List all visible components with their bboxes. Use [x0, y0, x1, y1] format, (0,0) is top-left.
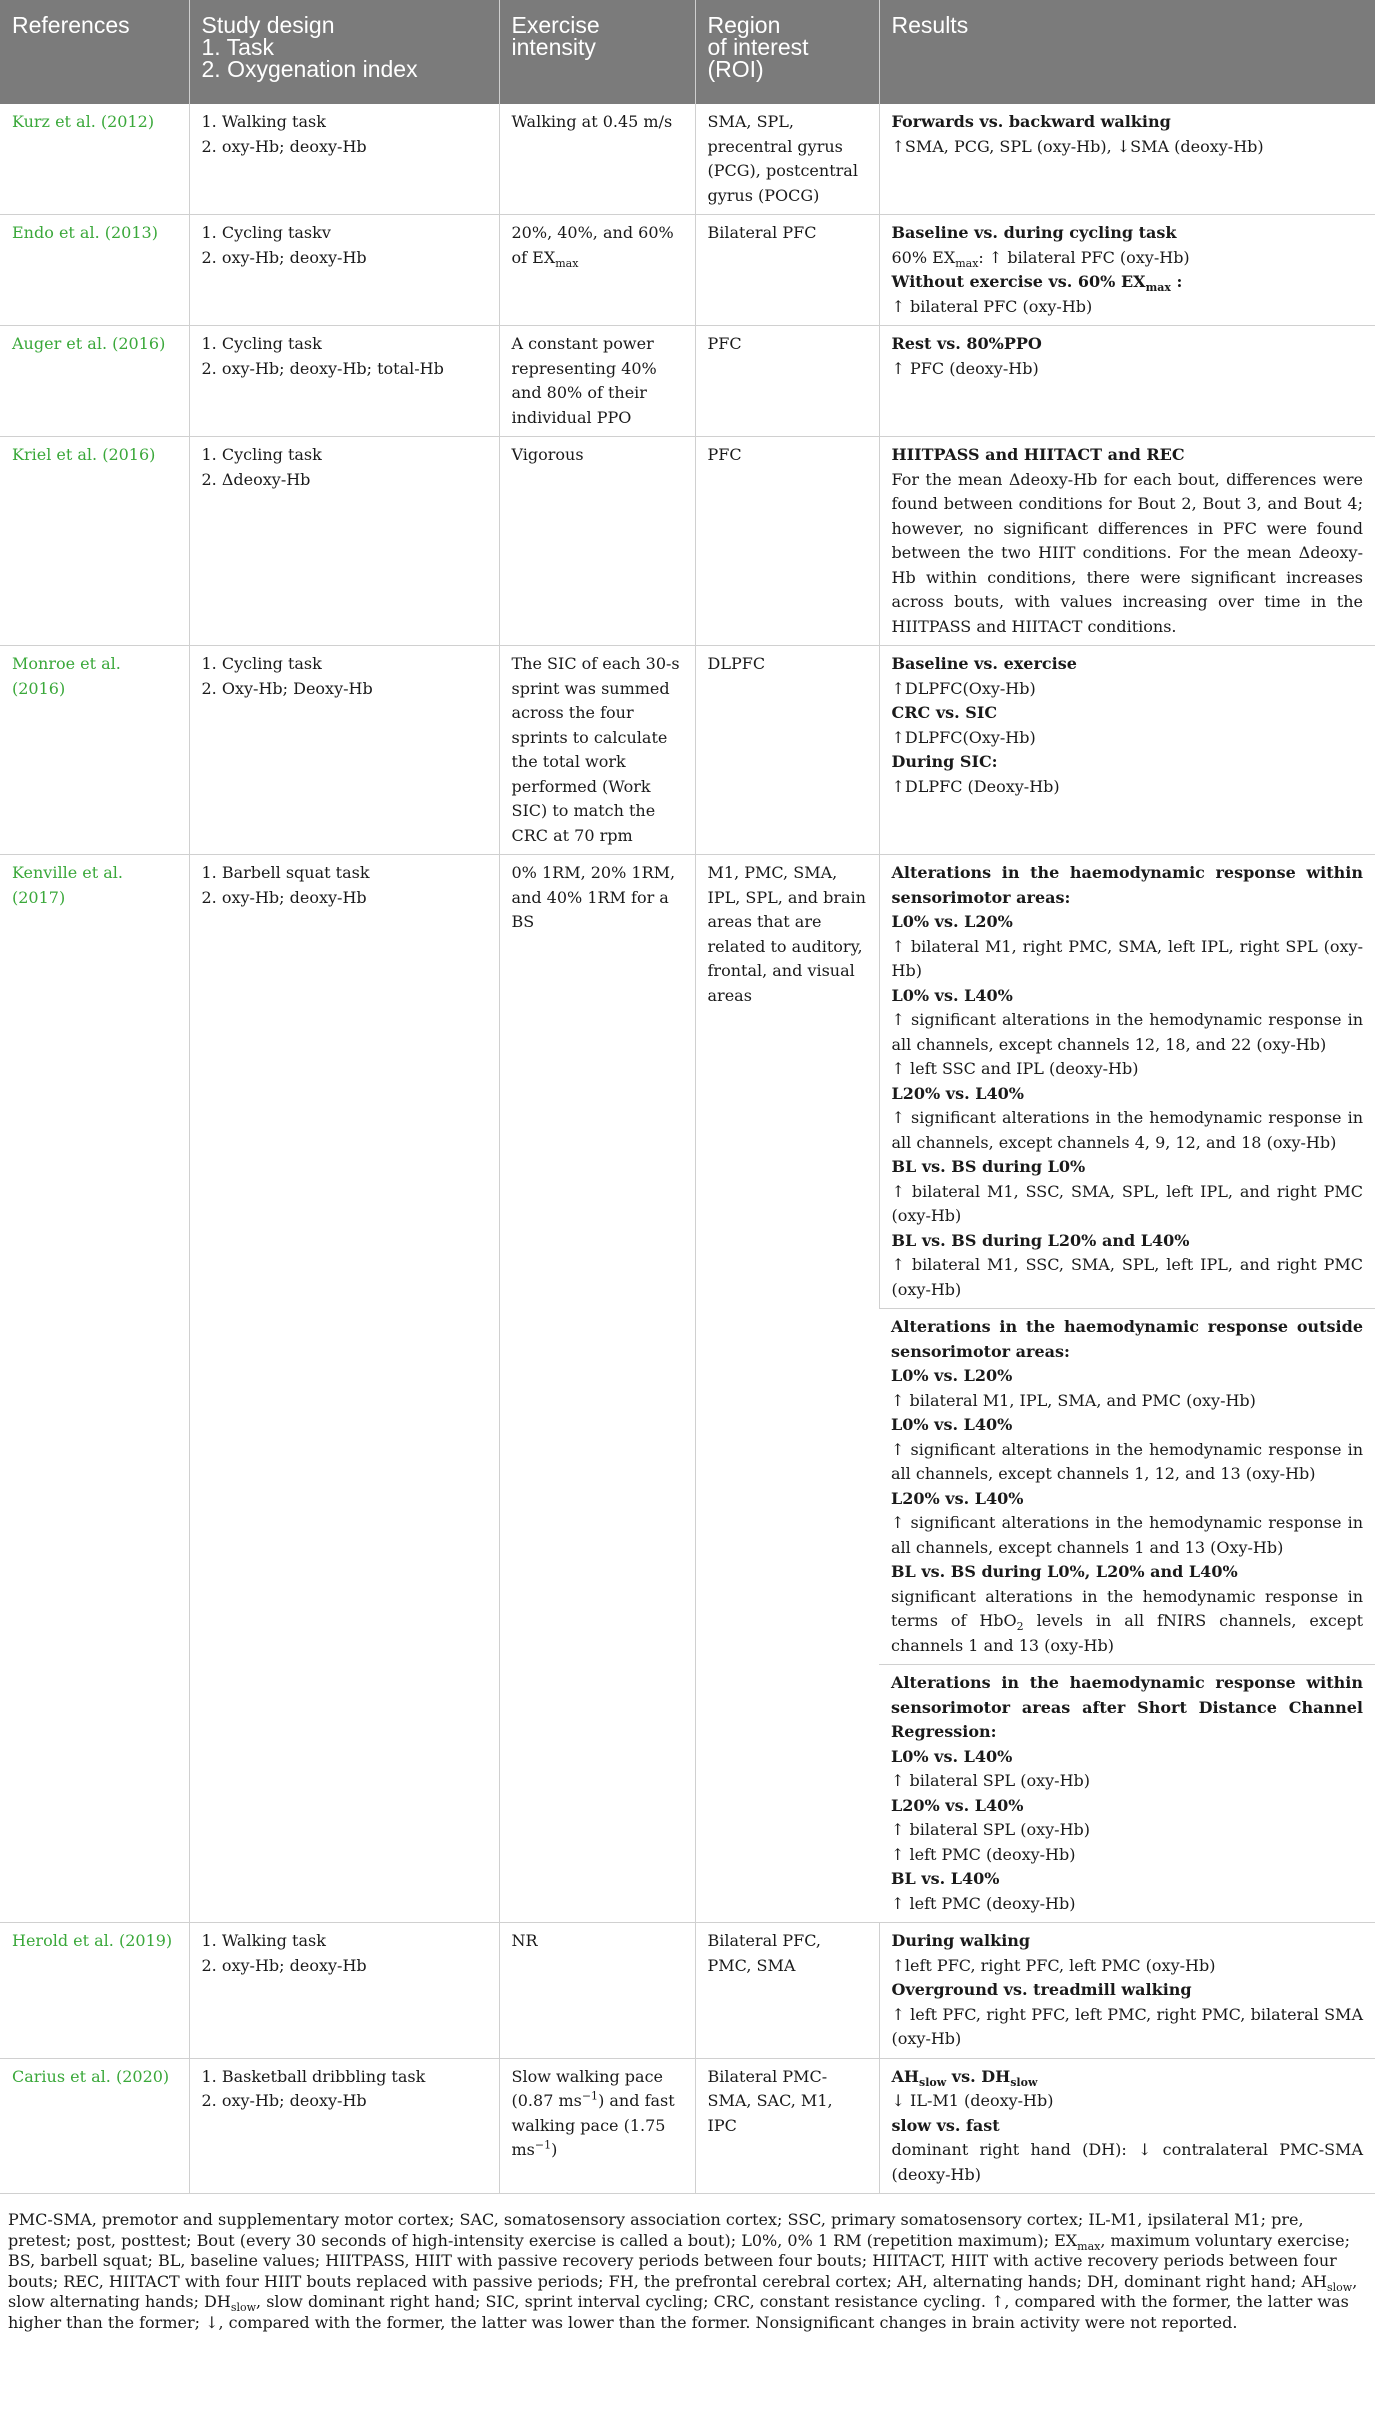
result-heading: L0% vs. L40% — [891, 1415, 1013, 1434]
roi-cell: PFC — [695, 326, 879, 437]
exercise-intensity-cell: 20%, 40%, and 60% of $EX_{max}$ — [499, 215, 695, 326]
roi-cell: Bilateral PFC — [695, 215, 879, 326]
study-design-line: 1. Barbell squat task — [201, 863, 370, 882]
result-text: ↑ bilateral SPL (oxy-Hb) — [891, 1771, 1091, 1790]
exercise-intensity-cell: 0% 1RM, 20% 1RM, and 40% 1RM for a BS — [499, 855, 695, 1923]
result-text: ↑left PFC, right PFC, left PMC (oxy-Hb) — [891, 1955, 1216, 1975]
result-heading: L20% vs. L40% — [891, 1795, 1024, 1815]
results-cell — [879, 437, 1375, 646]
study-design-line: 1. Cycling task — [201, 654, 322, 673]
results-cell — [879, 104, 1375, 215]
header-region-of-interest: Region of interest (ROI) — [695, 0, 879, 104]
header-exercise-intensity: Exercise intensity — [499, 0, 695, 104]
result-heading: L0% vs. L40% — [891, 985, 1013, 1005]
results-cell — [879, 326, 1375, 437]
result-text: ↑ left PFC, right PFC, left PMC, right PMC, bilateral SMA (oxy-Hb) — [891, 2004, 1363, 2048]
result-text: ↑ bilateral SPL (oxy-Hb) — [891, 1820, 1091, 1839]
table-row — [0, 2058, 1375, 2194]
roi-cell: Bilateral PMC-SMA, SAC, M1, IPC — [695, 2058, 879, 2194]
result-text: ↑ left SSC and IPL (deoxy-Hb) — [891, 1059, 1139, 1078]
result-text: ↑ significant alterations in the hemodynamic response in all channels, except channels 1, 12, and 13 (oxy-Hb) — [891, 1439, 1363, 1483]
results-cell — [879, 1665, 1375, 1923]
reference-link[interactable]: Kenville et al. (2017) — [0, 855, 189, 1923]
roi-cell: M1, PMC, SMA, IPL, SPL, and brain areas that are related to auditory, frontal, and visual areas — [695, 855, 879, 1923]
result-text: ↑ bilateral M1, SSC, SMA, SPL, left IPL, and right PMC (oxy-Hb) — [891, 1255, 1363, 1299]
table-row — [0, 1923, 1375, 2059]
study-design-line: 2. oxy-Hb; deoxy-Hb; total-Hb — [201, 358, 444, 378]
result-heading: During SIC: — [891, 752, 998, 771]
study-design-line: 1. Walking task — [201, 1931, 326, 1950]
roi-cell: DLPFC — [695, 646, 879, 855]
result-heading: Alterations in the haemodynamic response within sensorimotor areas after Short Distance Channel Regression: — [891, 1673, 1363, 1741]
result-text: ↑ bilateral M1, SSC, SMA, SPL, left IPL, and right PMC (oxy-Hb) — [891, 1181, 1363, 1225]
result-text: ↓ IL-M1 (deoxy-Hb) — [891, 2091, 1054, 2110]
study-design-cell — [189, 215, 499, 326]
exercise-intensity-cell: Walking at 0.45 m/s — [499, 104, 695, 215]
reference-link[interactable]: Auger et al. (2016) — [0, 326, 189, 437]
result-heading: L20% vs. L40% — [891, 1083, 1024, 1103]
result-text: ↑ significant alterations in the hemodynamic response in all channels, except channels 1 and 13 (Oxy-Hb) — [891, 1513, 1363, 1557]
result-heading: BL vs. BS during L20% and L40% — [891, 1230, 1190, 1250]
study-design-line: 2. oxy-Hb; deoxy-Hb — [201, 247, 367, 267]
exercise-intensity-cell: NR — [499, 1923, 695, 2059]
study-design-line: 1. Cycling taskv — [201, 223, 331, 242]
table-row — [0, 646, 1375, 855]
result-heading: L20% vs. L40% — [891, 1488, 1024, 1508]
result-text: ↑DLPFC(Oxy-Hb) — [891, 727, 1036, 747]
result-heading: L0% vs. L20% — [891, 1366, 1013, 1385]
result-heading: HIITPASS and HIITACT and REC — [891, 445, 1185, 464]
reference-link[interactable]: Carius et al. (2020) — [0, 2058, 189, 2194]
reference-link[interactable]: Endo et al. (2013) — [0, 215, 189, 326]
result-heading: Without exercise vs. 60% $EX_{max}$ : — [891, 272, 1183, 295]
study-design-line: 1. Basketball dribbling task — [201, 2066, 426, 2086]
reference-link[interactable]: Monroe et al. (2016) — [0, 646, 189, 855]
result-heading: Forwards vs. backward walking — [891, 112, 1171, 131]
study-design-line: 2. Oxy-Hb; Deoxy-Hb — [201, 678, 373, 698]
result-text: ↑ significant alterations in the hemodynamic response in all channels, except channels 12, 18, and 22 (oxy-Hb) — [891, 1010, 1363, 1054]
result-text: dominant right hand (DH): ↓ contralateral PMC-SMA (deoxy-Hb) — [891, 2140, 1363, 2184]
result-text: ↑ PFC (deoxy-Hb) — [891, 358, 1039, 378]
results-cell — [879, 2058, 1375, 2194]
header-row — [0, 0, 1375, 104]
exercise-intensity-cell: A constant power representing 40% and 80% of their individual PPO — [499, 326, 695, 437]
result-heading: L0% vs. L20% — [891, 912, 1013, 931]
study-design-cell — [189, 855, 499, 1923]
exercise-intensity-cell: The SIC of each 30-s sprint was summed across the four sprints to calculate the total work performed (Work SIC) to match the CRC at 70 rpm — [499, 646, 695, 855]
study-design-line: 1. Walking task — [201, 112, 326, 131]
table-row — [0, 855, 1375, 1309]
reference-link[interactable]: Kurz et al. (2012) — [0, 104, 189, 215]
result-heading: Baseline vs. during cycling task — [891, 223, 1177, 242]
result-heading: $AH_{slow}$ vs. $DH_{slow}$ — [891, 2066, 1038, 2089]
results-cell — [879, 855, 1375, 1309]
study-design-cell — [189, 2058, 499, 2194]
result-heading: Alterations in the haemodynamic response outside sensorimotor areas: — [891, 1317, 1363, 1361]
study-design-cell — [189, 437, 499, 646]
study-design-line: 2. Δdeoxy-Hb — [201, 469, 311, 489]
results-cell — [879, 215, 1375, 326]
result-text: For the mean Δdeoxy-Hb for each bout, differences were found between conditions for Bout 2, Bout 3, and Bout 4; however, no significant differences in PFC were found between the two HIIT conditions. For the mean Δdeoxy-Hb within conditions, there were significant increases across bouts, with values increasing over time in the HIITPASS and HIITACT conditions. — [891, 469, 1363, 636]
study-design-line: 2. oxy-Hb; deoxy-Hb — [201, 2091, 367, 2110]
header-results: Results — [879, 0, 1375, 104]
results-cell — [879, 1923, 1375, 2059]
reference-link[interactable]: Kriel et al. (2016) — [0, 437, 189, 646]
table-row — [0, 437, 1375, 646]
result-text: significant alterations in the hemodynamic response in terms of HbO$_2$ levels in all fNIRS channels, except channels 1 and 13 (oxy-Hb) — [891, 1586, 1363, 1655]
results-cell — [879, 646, 1375, 855]
result-heading: Rest vs. 80%PPO — [891, 334, 1042, 353]
result-heading: L0% vs. L40% — [891, 1746, 1013, 1766]
study-design-cell — [189, 1923, 499, 2059]
result-heading: BL vs. L40% — [891, 1869, 1000, 1888]
result-heading: During walking — [891, 1931, 1031, 1950]
result-heading: BL vs. BS during L0%, L20% and L40% — [891, 1562, 1238, 1581]
roi-cell: PFC — [695, 437, 879, 646]
result-text: ↑ left PMC (deoxy-Hb) — [891, 1844, 1076, 1864]
result-text: ↑DLPFC(Oxy-Hb) — [891, 678, 1036, 698]
result-heading: BL vs. BS during L0% — [891, 1157, 1086, 1176]
result-text: ↑ left PMC (deoxy-Hb) — [891, 1893, 1076, 1913]
header-study-design: Study design 1. Task 2. Oxygenation index — [189, 0, 499, 104]
exercise-intensity-cell: Vigorous — [499, 437, 695, 646]
study-design-line: 1. Cycling task — [201, 445, 322, 464]
result-text: ↑ bilateral PFC (oxy-Hb) — [891, 296, 1093, 316]
roi-cell: Bilateral PFC, PMC, SMA — [695, 1923, 879, 2059]
result-heading: CRC vs. SIC — [891, 703, 998, 722]
study-design-line: 2. oxy-Hb; deoxy-Hb — [201, 887, 367, 907]
reference-link[interactable]: Herold et al. (2019) — [0, 1923, 189, 2059]
table-row — [0, 104, 1375, 215]
study-design-line: 1. Cycling task — [201, 334, 322, 353]
exercise-intensity-cell: Slow walking pace (0.87 $ms^{-1}$) and fast walking pace (1.75 $ms^{-1}$) — [499, 2058, 695, 2194]
result-heading: Baseline vs. exercise — [891, 654, 1077, 673]
study-design-cell — [189, 326, 499, 437]
result-text: ↑ bilateral M1, right PMC, SMA, left IPL, right SPL (oxy-Hb) — [891, 936, 1363, 980]
result-text: ↑DLPFC (Deoxy-Hb) — [891, 776, 1060, 796]
result-text: ↑ bilateral M1, IPL, SMA, and PMC (oxy-Hb) — [891, 1390, 1256, 1410]
results-cell — [879, 1309, 1375, 1665]
study-design-cell — [189, 646, 499, 855]
roi-cell: SMA, SPL, precentral gyrus (PCG), postcentral gyrus (POCG) — [695, 104, 879, 215]
study-design-cell — [189, 104, 499, 215]
result-text: ↑SMA, PCG, SPL (oxy-Hb), ↓SMA (deoxy-Hb) — [891, 136, 1264, 156]
table-header — [0, 0, 1375, 104]
table-body — [0, 104, 1375, 2194]
study-design-line: 2. oxy-Hb; deoxy-Hb — [201, 136, 367, 156]
table-row — [0, 326, 1375, 437]
result-text: ↑ significant alterations in the hemodynamic response in all channels, except channels 4, 9, 12, and 18 (oxy-Hb) — [891, 1108, 1363, 1152]
result-heading: Alterations in the haemodynamic response within sensorimotor areas: — [891, 863, 1363, 907]
study-design-line: 2. oxy-Hb; deoxy-Hb — [201, 1955, 367, 1975]
result-heading: slow vs. fast — [891, 2115, 1000, 2135]
table-row — [0, 215, 1375, 326]
header-references: References — [0, 0, 189, 104]
table-footnote: PMC-SMA, premotor and supplementary motor cortex; SAC, somatosensory association cortex; SSC, primary somatosensory cortex; IL-M1, ipsilateral M1; pre, pretest; post, posttest; Bout (every 30 seconds of high-intensity exercise is called a bout); L0%, 0% 1 RM (repetition maximum); $EX_{max}$, maximum voluntary exercise; BS, barbell squat; BL, baseline values; HIITPASS, HIIT with passive recovery periods between four bouts; HIITACT, HIIT with active recovery periods between four bouts; REC, HIITACT with four HIIT bouts replaced with passive periods; FH, the prefrontal cerebral cortex; AH, alternating hands; DH, dominant right hand; $AH_{slow}$, slow alternating hands; $DH_{slow}$, slow dominant right hand; SIC, sprint interval cycling; CRC, constant resistance cycling. ↑, compared with the former, the latter was higher than the former; ↓, compared with the former, the latter was lower than the former. Nonsignificant changes in brain activity were not reported. — [8, 2210, 1358, 2332]
result-heading: Overground vs. treadmill walking — [891, 1980, 1192, 1999]
result-text: 60% $EX_{max}$: ↑ bilateral PFC (oxy-Hb) — [891, 247, 1190, 270]
